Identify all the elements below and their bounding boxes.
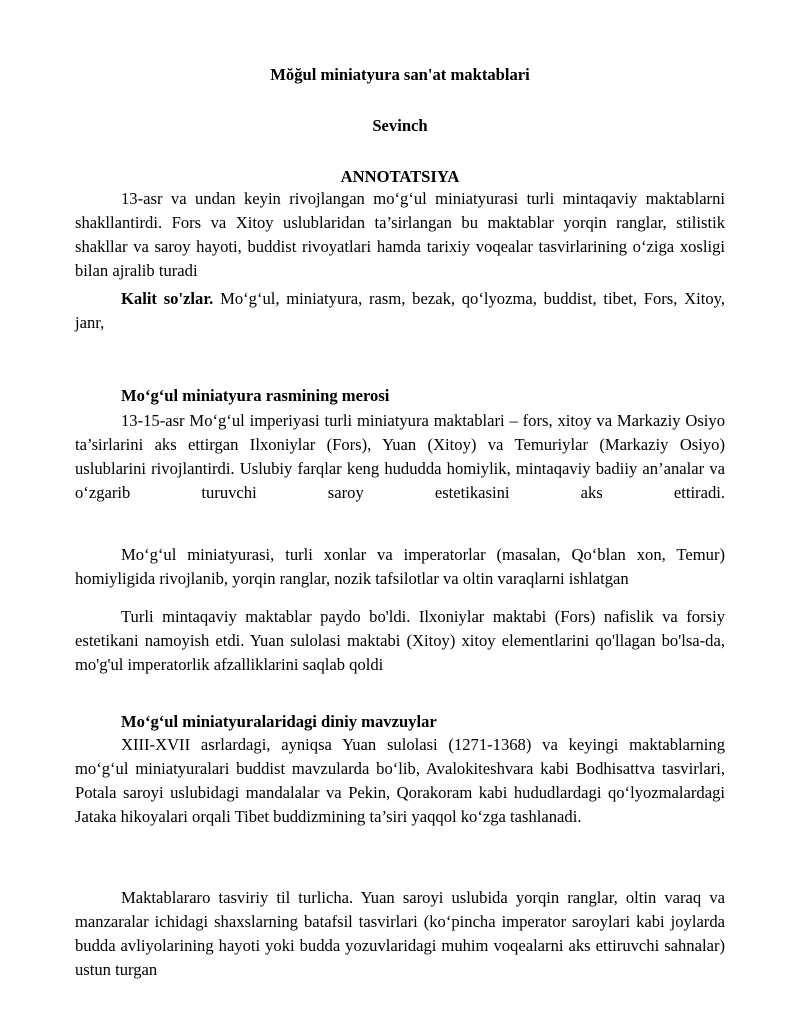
keywords-label: Kalit so'zlar.: [121, 289, 214, 308]
section2-paragraph-1: XIII-XVII asrlardagi, ayniqsa Yuan sulolasi (1271-1368) va keyingi maktablarning mo‘g‘ul miniatyuralari buddist mavzularda bo‘lib, Avalokiteshvara kabi Bodhisattva tasvirlari, Potala saroyi uslubidagi mandalalar va Pekin, Qorakoram kabi hududlardagi qo‘lyozmalardagi Jataka hikoyalari orqali Tibet buddizmining ta’siri yaqqol ko‘zga tashlanadi.: [75, 735, 725, 826]
section1-paragraph-3: Turli mintaqaviy maktablar paydo bo'ldi. Ilxoniylar maktabi (Fors) nafislik va forsiy estetikani namoyish etdi. Yuan sulolasi maktabi (Xitoy) xitoy elementlarini qo'llagan bo'lsa-da, mo'g'ul imperatorlik afzalliklarini saqlab qoldi: [75, 607, 725, 674]
keywords-text: Mo‘g‘ul, miniatyura, rasm, bezak, qo‘lyozma, buddist, tibet, Fors, Xitoy, janr,: [75, 289, 726, 332]
section-heading-heritage: Mo‘g‘ul miniatyura rasmining merosi: [121, 386, 390, 405]
section2-paragraph-2: Maktablararo tasviriy til turlicha. Yuan saroyi uslubida yorqin ranglar, oltin varaq va manzaralar ichidagi shaxslarning batafsil tasvirlari (ko‘pincha imperator saroylari kabi joylarda budda avliyolarining hayoti yoki budda yozuvlaridagi muhim voqealarni aks ettiruvchi sahnalar) ustun turgan: [75, 888, 725, 979]
section1-paragraph-1: 13-15-asr Mo‘g‘ul imperiyasi turli miniatyura maktablari – fors, xitoy va Markaziy Osiyo ta’sirlarini aks ettirgan Ilxoniylar (Fors), Yuan (Xitoy) va Temuriylar (Markaziy Osiyo) uslublarini rivojlantirdi. Uslubiy farqlar keng hududda homiylik, mintaqaviy badiiy an’analar va o‘zgarib turuvchi saroy estetikasini aks ettiradi.: [75, 411, 725, 502]
abstract-heading: ANNOTATSIYA: [340, 167, 460, 186]
section1-paragraph-2: Mo‘g‘ul miniatyurasi, turli xonlar va imperatorlar (masalan, Qo‘blan xon, Temur) homiyligida rivojlanib, yorqin ranglar, nozik tafsilotlar va oltin varaqlarni ishlatgan: [75, 545, 725, 588]
abstract-paragraph: 13-asr va undan keyin rivojlangan mo‘g‘ul miniatyurasi turli mintaqaviy maktablarni shakllantirdi. Fors va Xitoy uslublaridan ta’sirlangan bu maktablar yorqin ranglar, stilistik shakllar va saroy hayoti, buddist rivoyatlari hamda tarixiy voqealar tasvirlarining o‘ziga xosligi bilan ajralib turadi: [75, 189, 725, 280]
section-heading-religious: Mo‘g‘ul miniatyuralaridagi diniy mavzuylar: [121, 712, 437, 731]
keywords-paragraph: [75, 287, 725, 335]
author-name: Sevinch: [372, 116, 428, 135]
document-title: Mŏğul miniatyura san'at maktablari: [270, 65, 530, 84]
